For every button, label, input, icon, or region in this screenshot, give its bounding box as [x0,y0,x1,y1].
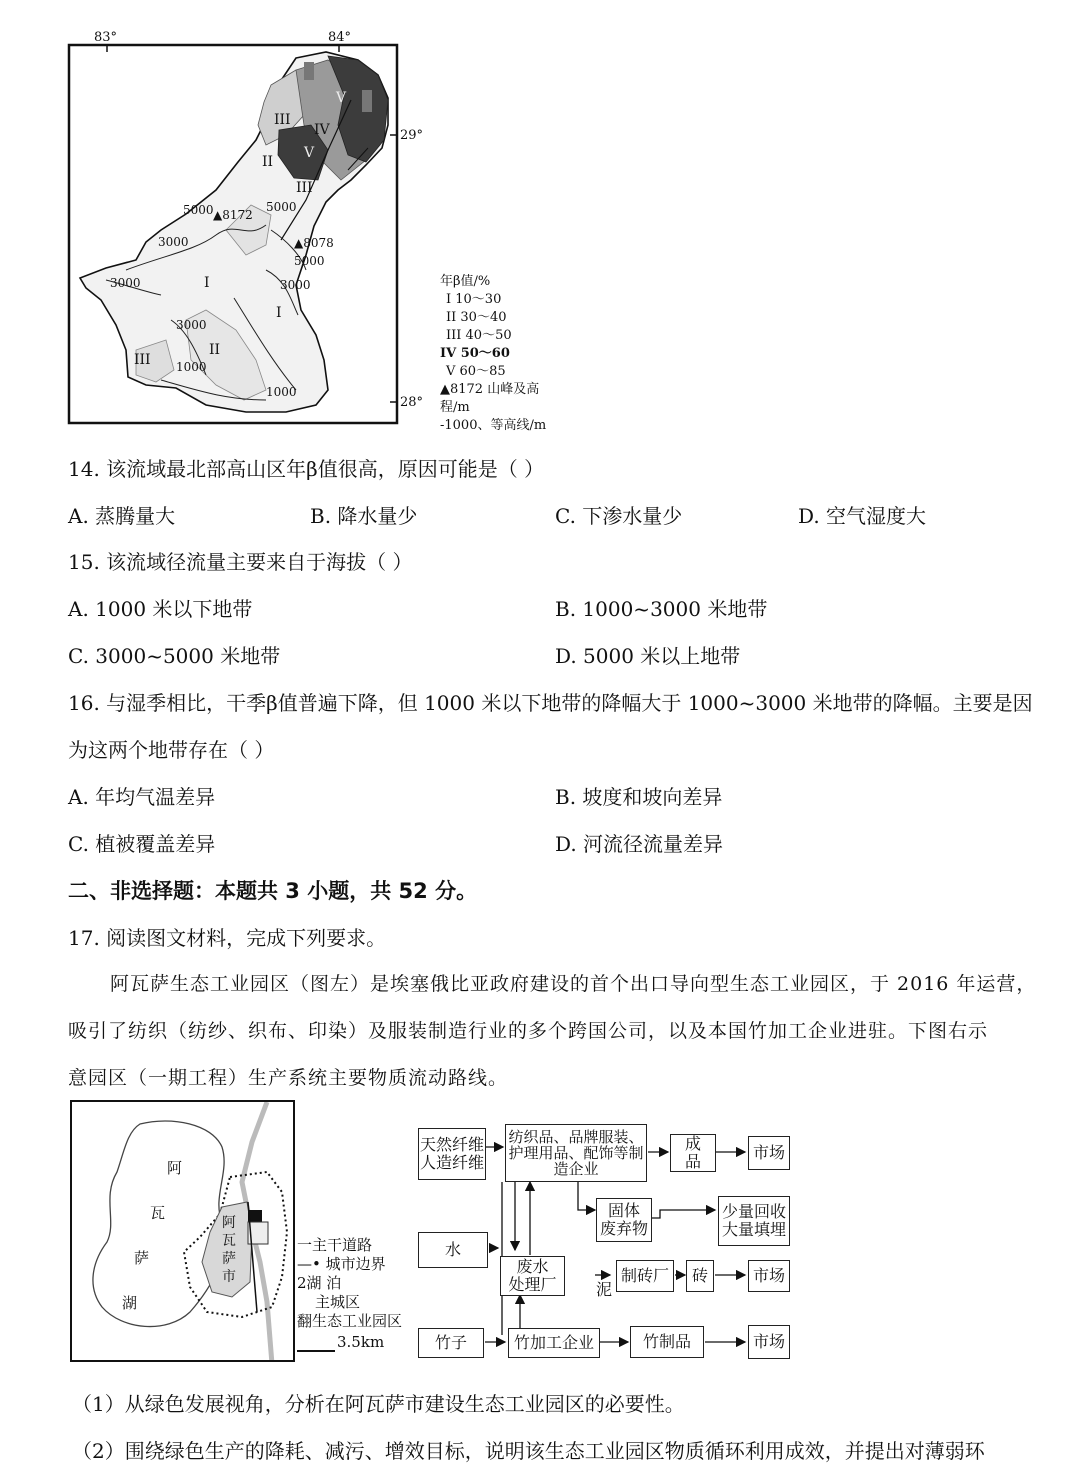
q15-option-b[interactable]: B. 1000~3000 米地带 [555,597,768,621]
q14-option-c[interactable]: C. 下渗水量少 [555,504,683,528]
textile-line: 造企业 [553,1160,599,1178]
lake-label-char: 萨 [134,1249,150,1267]
recycle-line: 大量填埋 [721,1220,786,1239]
q15-option-c[interactable]: C. 3000~5000 米地带 [68,644,281,668]
legend-item: 2湖 泊 [297,1274,342,1292]
hawassa-map-legend [297,1236,402,1352]
scale-label: 3.5km [337,1333,385,1351]
market-box: 市场 [748,1325,790,1359]
solid-line: 固体 [607,1201,640,1220]
lake-label-char: 瓦 [150,1204,166,1222]
zone-label: IV [314,122,330,138]
question-14-stem: 14. 该流域最北部高山区年β值很高，原因可能是（ ） [68,457,545,481]
peak-8078: ▲8078 [294,236,334,250]
brickworks-box: 制砖厂 [616,1260,674,1292]
map-legend [440,273,566,435]
question-17-stem: 17. 阅读图文材料，完成下列要求。 [68,926,387,950]
contour-label: 5000 [183,203,214,217]
contour-label: 3000 [280,278,311,292]
legend-item: —• 城市边界 [297,1255,386,1273]
zone-label: III [134,352,151,368]
q15-option-d[interactable]: D. 5000 米以上地带 [555,644,741,668]
legend-item: 翻生态工业园区 [297,1312,403,1330]
contour-label: 3000 [176,318,207,332]
contour-label: 1000 [266,385,297,399]
fiber-synthetic: 人造纤维 [419,1153,484,1172]
mud-label: 泥 [596,1280,613,1299]
scale-line [297,1350,335,1352]
recycle-line: 少量回收 [721,1202,786,1221]
legend-title: 年β值/% [440,274,491,289]
q17-sub-2: （2）围绕绿色生产的降耗、减污、增效目标，说明该生态工业园区物质循环利用成效，并提出对薄弱环 [72,1439,985,1463]
legend-item: 主城区 [315,1293,361,1311]
city-label-char: 瓦 [222,1233,236,1249]
zone-label: V [304,145,315,161]
fiber-box [418,1128,486,1180]
textile-line: 护理用品、配饰等制 [508,1144,644,1162]
zone-label: III [296,180,313,196]
scale-bar [297,1333,402,1352]
q14-option-a[interactable]: A. 蒸腾量大 [68,504,176,528]
q17-paragraph-line: 吸引了纺织（纺纱、织布、印染）及服装制造行业的多个跨国公司，以及本国竹加工企业进驻。下图右示 [68,1020,989,1042]
lat-29-label: 29° [400,128,424,143]
zone-label: I [276,305,282,321]
contour-label: 1000 [176,360,207,374]
q17-sub-1: （1）从绿色发展视角，分析在阿瓦萨市建设生态工业园区的必要性。 [72,1392,685,1416]
zone-label: III [274,112,291,128]
contour-label: 3000 [158,235,189,249]
hawassa-map [70,1100,295,1362]
q14-option-b[interactable]: B. 降水量少 [310,504,418,528]
legend-item: I 10～30 [446,292,502,307]
brick-box: 砖 [686,1260,714,1292]
legend-item: IV 50～60 [440,346,510,361]
wastewater-line: 废水 [516,1257,549,1276]
q15-option-a[interactable]: A. 1000 米以下地带 [68,597,253,621]
legend-contour-note: -1000、等高线/m [440,418,547,433]
zone-label: I [204,275,210,291]
lake-label-char: 阿 [167,1159,183,1177]
city-label-char: 萨 [222,1251,236,1267]
question-16-stem-line1: 16. 与湿季相比，干季β值普遍下降，但 1000 米以下地带的降幅大于 1000~3000 米地带的降幅。主要是因 [68,691,1033,715]
bamboo-enterprise-box: 竹加工企业 [508,1328,600,1358]
finished-product-box: 成 品 [670,1134,716,1172]
wastewater-line: 处理厂 [508,1275,557,1294]
wastewater-plant-box [500,1256,565,1296]
peak-8172: ▲8172 [213,208,253,222]
legend-item: V 60～85 [446,364,506,379]
lon-84-label: 84° [328,30,352,45]
basin-map [66,30,566,433]
q17-paragraph-line: 意园区（一期工程）生产系统主要物质流动路线。 [68,1067,509,1089]
question-16-stem-line2: 为这两个地带存在（ ） [68,738,275,762]
q16-option-c[interactable]: C. 植被覆盖差异 [68,832,216,856]
contour-label: 5000 [266,200,297,214]
zone-label: II [262,154,274,170]
market-box: 市场 [748,1260,790,1292]
legend-item: 一主干道路 [297,1236,373,1254]
zone-label: II [209,342,221,358]
legend-peak-note: ▲8172 山峰及高程/m [440,382,540,415]
lon-83-label: 83° [94,30,118,45]
textile-enterprise-box [505,1124,647,1182]
section-2-heading: 二、非选择题：本题共 3 小题，共 52 分。 [68,879,478,903]
bamboo-product-box: 竹制品 [630,1326,704,1358]
q16-option-a[interactable]: A. 年均气温差异 [68,785,216,809]
legend-item: II 30～40 [446,310,507,325]
city-label-char: 阿 [222,1215,236,1231]
lat-28-label: 28° [400,395,424,410]
zone-label: V [336,90,347,106]
market-box: 市场 [748,1136,790,1170]
fiber-natural: 天然纤维 [419,1135,484,1154]
q16-option-b[interactable]: B. 坡度和坡向差异 [555,785,723,809]
solid-waste-box [596,1198,652,1242]
water-box: 水 [418,1232,488,1268]
recycle-landfill-box [718,1196,790,1246]
q17-paragraph-line: 阿瓦萨生态工业园区（图左）是埃塞俄比亚政府建设的首个出口导向型生态工业园区，于 2016 年运营， [110,973,1037,995]
textile-line: 纺织品、品牌服装、 [508,1128,644,1146]
city-label-char: 市 [222,1269,236,1285]
question-15-stem: 15. 该流域径流量主要来自于海拔（ ） [68,550,413,574]
contour-label: 5000 [294,254,325,268]
lake-shape [93,1121,225,1327]
solid-line: 废弃物 [599,1219,648,1238]
q14-option-d[interactable]: D. 空气湿度大 [798,504,927,528]
hawassa-map-svg [72,1102,295,1362]
legend-item: III 40～50 [446,328,512,343]
bamboo-box: 竹子 [418,1328,484,1358]
contour-label: 3000 [110,276,141,290]
q16-option-d[interactable]: D. 河流径流量差异 [555,832,724,856]
lake-label-char: 湖 [122,1294,138,1312]
